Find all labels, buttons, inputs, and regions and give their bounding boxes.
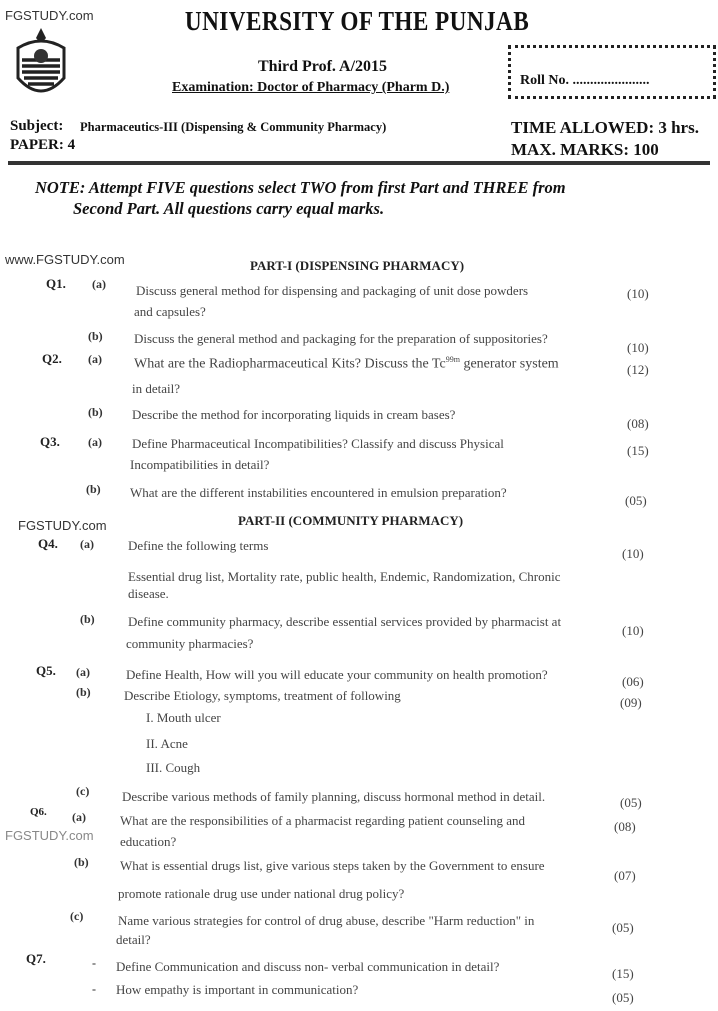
question-text: Name various strategies for control of drug abuse, describe "Harm reduction" in xyxy=(118,913,535,928)
question-part: (b) xyxy=(88,405,103,419)
question-text: What is essential drugs list, give various steps taken by the Government to ensure xyxy=(120,858,545,873)
max-marks: MAX. MARKS: 100 xyxy=(511,140,659,159)
question-marks: (09) xyxy=(620,695,642,710)
paper-number: PAPER: 4 xyxy=(10,137,76,153)
question-marks: (10) xyxy=(627,340,649,355)
question-text: Define Health, How will you will educate your community on health promotion? xyxy=(126,667,548,682)
question-marks: (12) xyxy=(627,362,649,377)
question-text: detail? xyxy=(116,932,151,947)
question-text: Essential drug list, Mortality rate, public health, Endemic, Randomization, Chronic xyxy=(128,569,561,584)
question-text: Describe the method for incorporating liquids in cream bases? xyxy=(132,407,456,422)
question-number: Q4. xyxy=(38,536,58,551)
question-part: (a) xyxy=(76,665,90,679)
question-number: Q5. xyxy=(36,663,56,678)
question-text: Define Pharmaceutical Incompatibilities? Classify and discuss Physical xyxy=(132,436,504,451)
question-number: Q3. xyxy=(40,434,60,449)
exam-session: Third Prof. A/2015 xyxy=(258,58,388,75)
question-text: Incompatibilities in detail? xyxy=(130,457,270,472)
question-number: Q1. xyxy=(46,276,66,291)
question-text: Define the following terms xyxy=(128,538,269,553)
question-marks: (15) xyxy=(627,443,649,458)
university-crest-logo xyxy=(12,26,70,104)
question-marks: (15) xyxy=(612,966,634,981)
subject: Pharmaceutics-III (Dispensing & Community Pharmacy) xyxy=(80,120,387,134)
question-text: education? xyxy=(120,834,177,849)
subject-label: Subject: xyxy=(10,118,64,134)
roll-number-field[interactable]: Roll No. ...................... xyxy=(520,73,650,88)
part-2-heading: PART-II (COMMUNITY PHARMACY) xyxy=(238,513,464,528)
question-part: (a) xyxy=(72,810,86,824)
question-text: disease. xyxy=(128,586,169,601)
part-1-heading: PART-I (DISPENSING PHARMACY) xyxy=(250,258,465,273)
bullet: - xyxy=(92,982,96,996)
question-marks: (05) xyxy=(620,795,642,810)
question-marks: (05) xyxy=(612,990,634,1005)
question-marks: (06) xyxy=(622,674,644,689)
question-marks: (05) xyxy=(612,920,634,935)
question-marks: (10) xyxy=(622,623,644,638)
question-part: (a) xyxy=(88,435,102,449)
question-part: (b) xyxy=(76,685,91,699)
watermark: FGSTUDY.com xyxy=(18,518,107,533)
question-marks: (10) xyxy=(622,546,644,561)
question-part: (b) xyxy=(74,855,89,869)
question-part: (c) xyxy=(70,909,84,923)
question-text: in detail? xyxy=(132,381,181,396)
question-number: Q2. xyxy=(42,351,62,366)
question-marks: (07) xyxy=(614,868,636,883)
question-text: Describe various methods of family planning, discuss hormonal method in detail. xyxy=(122,789,546,804)
question-part: (a) xyxy=(88,352,102,366)
question-text: Define community pharmacy, describe essential services provided by pharmacist at xyxy=(128,614,562,629)
question-part: (a) xyxy=(92,277,106,291)
watermark: www.FGSTUDY.com xyxy=(5,252,125,267)
question-marks: (10) xyxy=(627,286,649,301)
note-line-1: NOTE: Attempt FIVE questions select TWO from first Part and THREE from xyxy=(35,178,566,197)
question-part: (b) xyxy=(86,482,101,496)
question-part: (b) xyxy=(80,612,95,626)
question-part: (c) xyxy=(76,784,90,798)
bullet: - xyxy=(92,956,96,970)
question-text: Describe Etiology, symptoms, treatment of following xyxy=(124,688,401,703)
question-text: Discuss general method for dispensing and packaging of unit dose powders xyxy=(136,283,529,298)
question-text: Discuss the general method and packaging for the preparation of suppositories? xyxy=(134,331,548,346)
list-item: III. Cough xyxy=(146,760,201,775)
divider xyxy=(8,161,710,165)
time-allowed: TIME ALLOWED: 3 hrs. xyxy=(511,118,699,137)
question-text: Define Communication and discuss non- verbal communication in detail? xyxy=(116,959,500,974)
question-text: What are the different instabilities encountered in emulsion preparation? xyxy=(130,485,507,500)
list-item: II. Acne xyxy=(146,736,188,751)
question-part: (a) xyxy=(80,537,94,551)
question-marks: (08) xyxy=(627,416,649,431)
watermark: FGSTUDY.com xyxy=(5,828,94,843)
question-text: community pharmacies? xyxy=(126,636,254,651)
question-number: Q6. xyxy=(30,806,47,818)
question-number: Q7. xyxy=(26,951,46,966)
note-line-2: Second Part. All questions carry equal marks. xyxy=(73,199,385,218)
roll-number-box xyxy=(508,45,716,99)
list-item: I. Mouth ulcer xyxy=(146,710,221,725)
examination-name: Examination: Doctor of Pharmacy (Pharm D.) xyxy=(172,80,450,95)
question-text: promote rationale drug use under national drug policy? xyxy=(118,886,405,901)
question-part: (b) xyxy=(88,329,103,343)
question-text: What are the responsibilities of a pharmacist regarding patient counseling and xyxy=(120,813,526,828)
question-text: How empathy is important in communication? xyxy=(116,982,359,997)
question-marks: (08) xyxy=(614,819,636,834)
question-text: What are the Radiopharmaceutical Kits? Discuss the $Tc^{99m}$ generator system xyxy=(134,355,559,372)
question-text: and capsules? xyxy=(134,304,206,319)
watermark: FGSTUDY.com xyxy=(5,8,94,23)
question-marks: (05) xyxy=(625,493,647,508)
university-title: UNIVERSITY OF THE PUNJAB xyxy=(184,6,530,36)
